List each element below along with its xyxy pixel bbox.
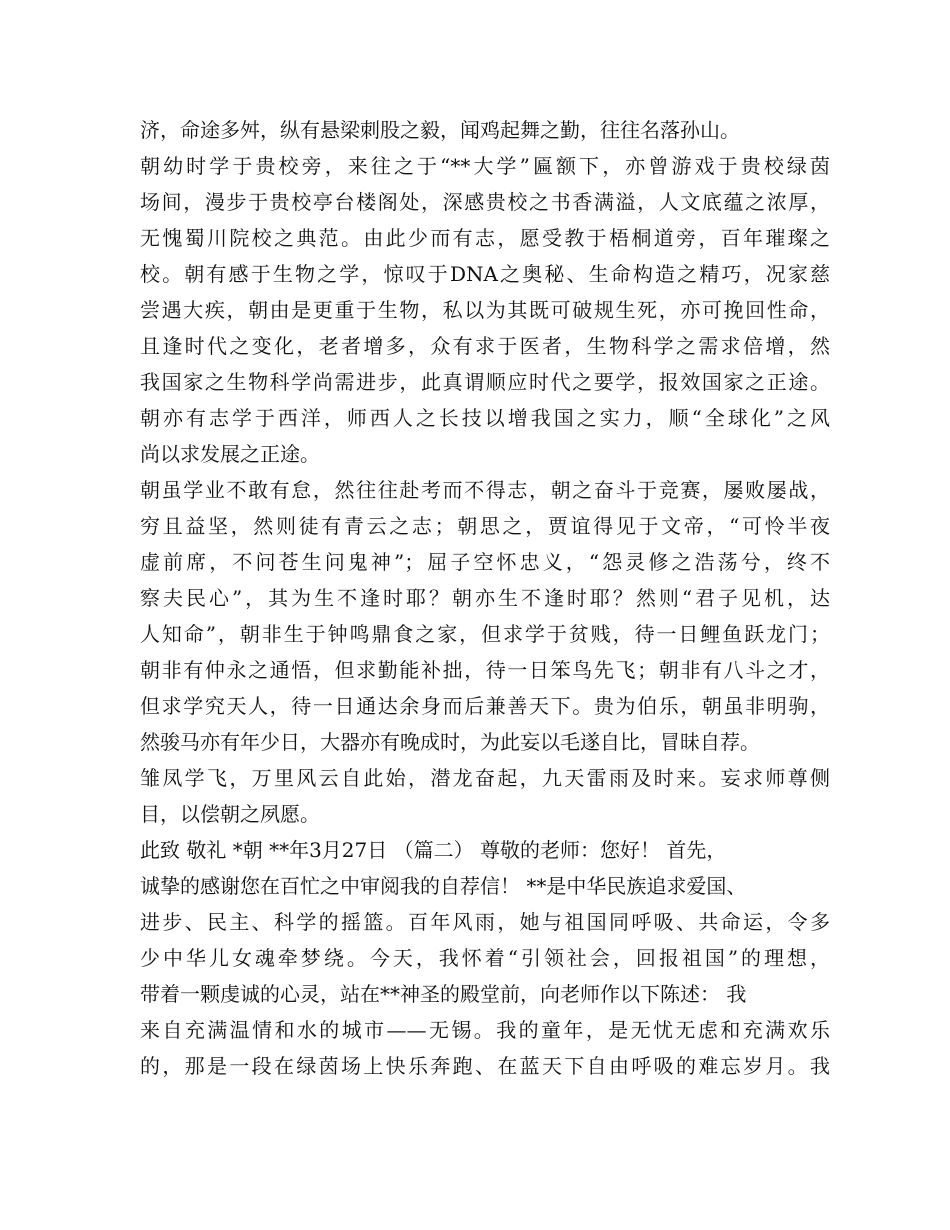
text-line: 穷且益坚，然则徒有青云之志；朝思之，贾谊得见于文帝，“可怜半夜 <box>140 514 830 538</box>
text-line: 的，那是一段在绿茵场上快乐奔跑、在蓝天下自由呼吸的难忘岁月。我 <box>140 1054 830 1078</box>
text-line: 来自充满温情和水的城市——无锡。我的童年，是无忧无虑和充满欢乐 <box>140 1018 830 1042</box>
text-line: 但求学究天人，待一日通达余身而后兼善天下。贵为伯乐，朝虽非明驹， <box>140 694 830 718</box>
text-line: 尝遇大疾，朝由是更重于生物，私以为其既可破规生死，亦可挽回性命， <box>140 298 830 322</box>
text-line: 朝非有仲永之通悟，但求勤能补拙，待一日笨鸟先飞；朝非有八斗之才， <box>140 658 830 682</box>
body-text <box>140 112 830 1084</box>
text-line: 尚以求发展之正途。 <box>140 442 320 466</box>
text-line: 场间，漫步于贵校亭台楼阁处，深感贵校之书香满溢，人文底蕴之浓厚， <box>140 190 830 214</box>
text-line: 目，以偿朝之夙愿。 <box>140 802 320 826</box>
text-line: 诚挚的感谢您在百忙之中审阅我的自荐信！ **是中华民族追求爱国、 <box>140 874 747 898</box>
text-line: 然骏马亦有年少日，大器亦有晚成时，为此妄以毛遂自比，冒昧自荐。 <box>140 730 760 754</box>
text-line: 雏凤学飞，万里风云自此始，潜龙奋起，九天雷雨及时来。妄求师尊侧 <box>140 766 830 790</box>
text-line: 校。朝有感于生物之学，惊叹于DNA之奥秘、生命构造之精巧，况家慈 <box>140 262 830 286</box>
text-line: 带着一颗虔诚的心灵，站在**神圣的殿堂前，向老师作以下陈述： 我 <box>140 982 747 1006</box>
text-line: 人知命”，朝非生于钟鸣鼎食之家，但求学于贫贱，待一日鲤鱼跃龙门； <box>140 622 830 646</box>
text-line: 且逢时代之变化，老者增多，众有求于医者，生物科学之需求倍增，然 <box>140 334 830 358</box>
text-line: 无愧蜀川院校之典范。由此少而有志，愿受教于梧桐道旁，百年璀璨之 <box>140 226 830 250</box>
text-line: 朝亦有志学于西洋，师西人之长技以增我国之实力，顺“全球化”之风 <box>140 406 830 430</box>
text-line: 我国家之生物科学尚需进步，此真谓顺应时代之要学，报效国家之正途。 <box>140 370 830 394</box>
text-line: 虚前席，不问苍生问鬼神”；屈子空怀忠义，“怨灵修之浩荡兮，终不 <box>140 550 830 574</box>
text-line: 此致 敬礼 *朝 **年3月27日 （篇二） 尊敬的老师：您好！ 首先， <box>140 838 727 862</box>
text-line: 朝虽学业不敢有怠，然往往赴考而不得志，朝之奋斗于竞赛，屡败屡战， <box>140 478 830 502</box>
text-line: 进步、民主、科学的摇篮。百年风雨，她与祖国同呼吸、共命运，令多 <box>140 910 830 934</box>
text-line: 察夫民心”，其为生不逢时耶？朝亦生不逢时耶？然则“君子见机，达 <box>140 586 830 610</box>
text-line: 少中华儿女魂牵梦绕。今天，我怀着“引领社会，回报祖国”的理想， <box>140 946 830 970</box>
text-line: 济，命途多舛，纵有悬梁刺股之毅，闻鸡起舞之勤，往往名落孙山。 <box>140 118 740 142</box>
text-line: 朝幼时学于贵校旁，来往之于“**大学”匾额下，亦曾游戏于贵校绿茵 <box>140 154 830 178</box>
